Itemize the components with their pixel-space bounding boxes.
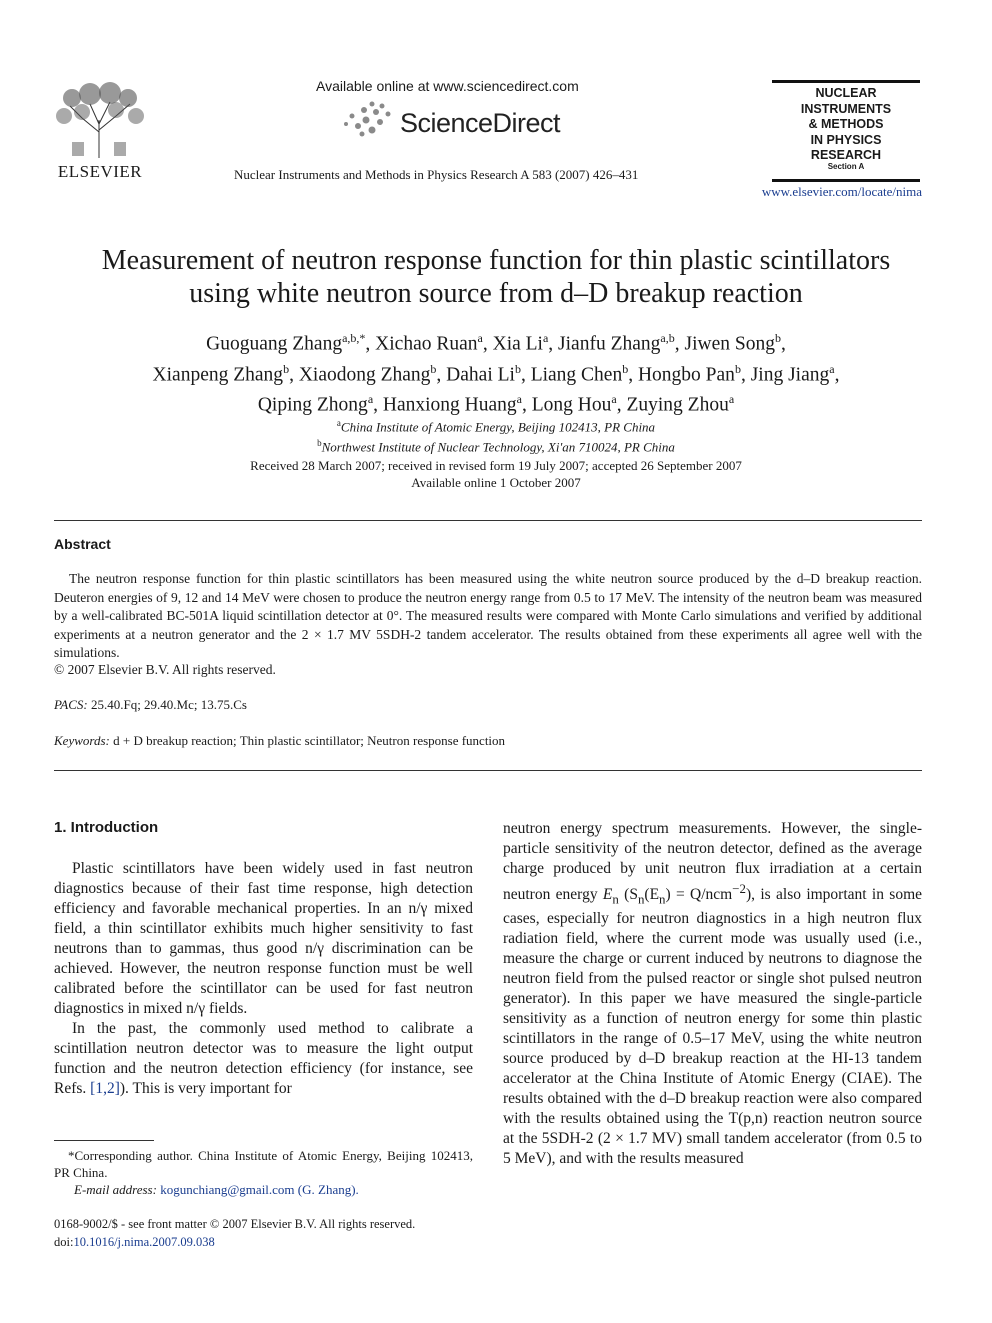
elsevier-tree-logo-icon — [52, 80, 147, 160]
article-title: Measurement of neutron response function for thin plastic scintillators using white neutron source from d–D breakup reaction — [101, 245, 891, 309]
divider-bottom — [54, 770, 922, 771]
keywords: Keywords: d + D breakup reaction; Thin plastic scintillator; Neutron response function — [54, 733, 506, 748]
author-name: Dahai Li — [446, 364, 515, 385]
author-list: Guoguang Zhang$^{a,b,*}$, Xichao Ruan$^a$, Xia Li$^a$, Jianfu Zhang$^{a,b}$, Jiwen Song$^b$, Xianpeng Zhang$^b$, Xiaodong Zhang$^b$, Dahai Li$^b$, Liang Chen$^b$, Hongbo Pan$^b$, Jing Jiang$^a$, Qiping Zhong$^a$, Hanxiong Huang$^a$, Long Hou$^a$, Zuying Zhou$^a$ — [152, 331, 840, 416]
author-name: Jianfu Zhang — [558, 333, 661, 355]
author-name: Hanxiong Huang — [382, 394, 517, 416]
journal-logo: NUCLEAR INSTRUMENTS & METHODS IN PHYSICS RESEARCH — [800, 86, 892, 162]
author-name: Long Hou — [531, 394, 612, 416]
footnote-rule — [54, 1140, 154, 1141]
divider-top — [54, 520, 922, 521]
pacs-codes: PACS: 25.40.Fq; 29.40.Mc; 13.75.Cs — [54, 697, 247, 712]
sciencedirect-wordmark: ScienceDirect — [400, 108, 561, 138]
left-column — [54, 859, 473, 1099]
author-name: Xichao Ruan — [375, 333, 478, 355]
front-matter: 0168-9002/$ - see front matter © 2007 Elsevier B.V. All rights reserved. doi:10.1016/j.nima.2007.09.038 — [54, 1217, 416, 1249]
author-name: Qiping Zhong — [257, 394, 368, 416]
affiliation-a: $^a$China Institute of Atomic Energy, Beijing 102413, PR China — [336, 418, 656, 435]
affiliation-b: $^b$Northwest Institute of Nuclear Technology, Xi'an 710024, PR China — [317, 438, 675, 455]
author-name: Xia Li — [492, 333, 543, 355]
author-name: Guoguang Zhang — [206, 333, 343, 355]
corresponding-author: *Corresponding author. China Institute of Atomic Energy, Beijing 102413, PR China. — [54, 1148, 473, 1180]
publisher-name: ELSEVIER — [57, 162, 143, 181]
footnote: *Corresponding author. China Institute of Atomic Energy, Beijing 102413, PR China. E-mail address: kogunchiang@gmail.com (G. Zhang). — [54, 1148, 473, 1197]
author-name: Xianpeng Zhang — [152, 364, 284, 385]
journal-logo-section: Section A — [827, 162, 865, 171]
intro-paragraph-1: Plastic scintillators have been widely used in fast neutron diagnostics because of their fast time response, high detection efficiency and favorable mechanical properties. In an n/γ mixed field, a thin scintillator exhibits much higher sensitivity to fast neutrons than to gammas, thus good n/γ discrimination can be achieved. However, the neutron response function must be well calibrated before the scintillator can be used for fast neutron diagnostics in mixed n/γ fields. — [54, 860, 473, 1017]
available-online[interactable]: Available online at www.sciencedirect.com — [316, 78, 579, 94]
author-name: Zuying Zhou — [626, 394, 729, 416]
reference-link[interactable]: [1,2] — [90, 1080, 120, 1097]
article-dates: Received 28 March 2007; received in revised form 19 July 2007; accepted 26 September 2007 Available online 1 October 2007 — [250, 458, 742, 490]
right-column — [503, 819, 922, 1169]
author-name: Jing Jiang — [750, 364, 830, 385]
intro-paragraph-continued: neutron energy spectrum measurements. However, the single-particle sensitivity of the neutron detector, defined as the average charge produced by unit neutron flux irradiation at a certain neutron energy $E_n$ $(S_n(E_n) = Q/ncm^{-2})$, is also important in some cases, especially for neutron diagnostics in a high neutron flux radiation field, where the current mode was usually used (i.e., measure the charge or current induced by neutrons to diagnose the neutron field from the pulsed reactor or single shot pulsed neutron generator). In this paper we have measured the single-particle sensitivity as a function of neutron energy for some thin plastic scintillators in the range of 0.5–17 MeV, using the white neutron source produced by d–D breakup reaction at the HI-13 tandem accelerator at the China Institute of Atomic Energy (CIAE). The results obtained with the d–D breakup reaction were also compared with the results obtained using the T(p,n) reaction neutron source at the 5SDH-2 (2 × 1.7 MV) small tandem accelerator (from 0.5 to 5 MeV), and with the results measured — [503, 820, 923, 1168]
affiliations — [40, 415, 952, 456]
section-heading-introduction: 1. Introduction — [54, 819, 159, 836]
journal-url-link[interactable]: www.elsevier.com/locate/nima — [761, 184, 922, 199]
sciencedirect-logo-icon — [342, 100, 398, 140]
journal-citation: Nuclear Instruments and Methods in Physics Research A 583 (2007) 426–431 — [234, 167, 639, 182]
author-name: Jiwen Song — [684, 333, 775, 355]
author-name: Hongbo Pan — [637, 364, 735, 385]
author-name: Liang Chen — [530, 364, 623, 385]
intro-paragraph-2: In the past, the commonly used method to calibrate a scintillation neutron detector was to measure the light output function and the neutron detection efficiency (for instance, see Refs. [1,2]). This is very important for — [54, 1020, 473, 1097]
abstract-copyright: © 2007 Elsevier B.V. All rights reserved. — [54, 662, 276, 677]
abstract-heading: Abstract — [54, 536, 111, 552]
author-name: Xiaodong Zhang — [298, 364, 431, 385]
doi-link[interactable]: 10.1016/j.nima.2007.09.038 — [73, 1235, 215, 1249]
abstract-body: The neutron response function for thin plastic scintillators has been measured using the white neutron source produced by the d–D breakup reaction. Deuteron energies of 9, 12 and 14 MeV were chosen to produce the neutron energy range from 0.5 to 17 MeV. The intensity of the neutron beam was measured by a well-calibrated BC-501A liquid scintillation detector at 0°. The measured results were compared with Monte Carlo simulations and verified by additional experiments at a neutron generator and the 2 × 1.7 MV 5SDH-2 tandem accelerator. The results obtained from these experiments all agree well with the simulations. — [54, 571, 922, 660]
email-link[interactable]: kogunchiang@gmail.com (G. Zhang). — [160, 1182, 359, 1197]
